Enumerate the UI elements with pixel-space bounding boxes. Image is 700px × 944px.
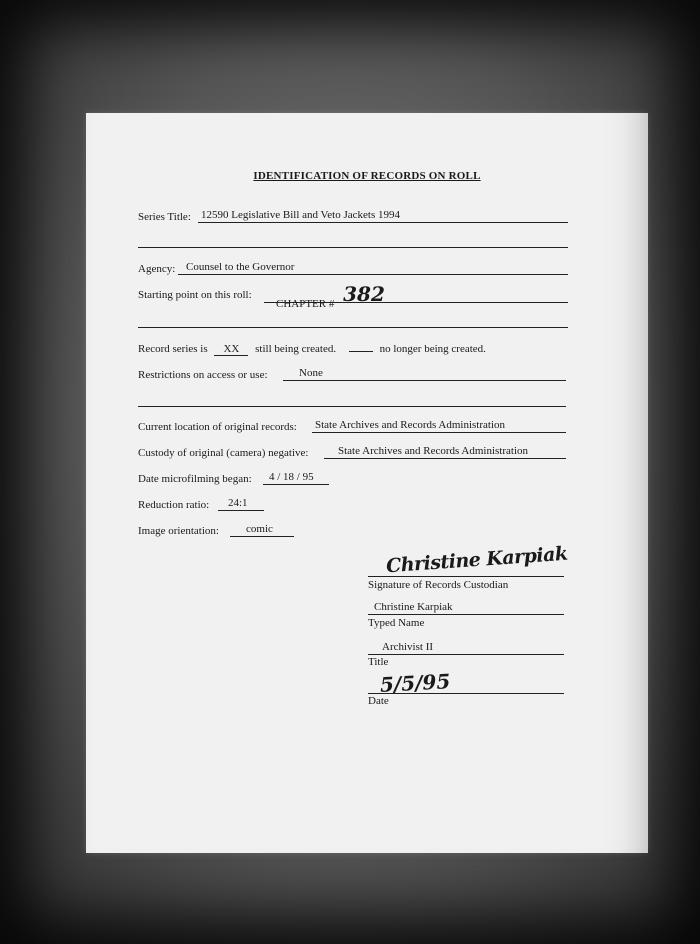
form-sheet — [86, 113, 648, 853]
custody-label: Custody of original (camera) negative: — [138, 447, 309, 459]
form-heading: IDENTIFICATION OF RECORDS ON ROLL — [253, 170, 481, 182]
restrictions-extra-line — [138, 406, 566, 407]
orientation-value: comic — [230, 523, 294, 537]
signature-handwritten: Christine Karpiak — [385, 542, 569, 578]
record-series-prefix: Record series is — [138, 343, 208, 355]
record-series-row — [138, 343, 486, 356]
record-series-still-text: still being created. — [255, 343, 337, 355]
title-caption: Title — [368, 656, 389, 668]
restrictions-value: None — [283, 367, 566, 381]
reduction-label: Reduction ratio: — [138, 499, 210, 511]
starting-point-label: Starting point on this roll: — [138, 289, 252, 301]
typed-name-caption: Typed Name — [368, 617, 425, 629]
custody-value: State Archives and Records Administration — [324, 445, 566, 459]
current-location-label: Current location of original records: — [138, 421, 297, 433]
current-location-value: State Archives and Records Administration — [312, 419, 566, 433]
reduction-value: 24:1 — [218, 497, 264, 511]
series-title-value: 12590 Legislative Bill and Veto Jackets 1994 — [198, 209, 568, 223]
starting-point-value: CHAPTER # — [276, 298, 335, 310]
agency-label: Agency: — [138, 263, 176, 275]
typed-name-value: Christine Karpiak — [368, 601, 564, 615]
record-series-no-longer-blank — [349, 351, 373, 352]
signature-caption: Signature of Records Custodian — [368, 579, 509, 591]
restrictions-label: Restrictions on access or use: — [138, 369, 268, 381]
date-began-label: Date microfilming began: — [138, 473, 252, 485]
starting-point-handwritten: 382 — [343, 282, 385, 306]
record-series-no-longer-text: no longer being created. — [379, 343, 486, 355]
series-title-label: Series Title: — [138, 211, 191, 223]
starting-point-extra-line — [138, 327, 568, 328]
series-title-extra-line — [138, 247, 568, 248]
title-value: Archivist II — [368, 641, 564, 655]
orientation-label: Image orientation: — [138, 525, 219, 537]
starting-point-field — [264, 281, 568, 310]
record-series-still-mark: XX — [214, 343, 248, 356]
date-caption: Date — [368, 695, 389, 707]
date-began-value: 4 / 18 / 95 — [263, 471, 329, 485]
date-handwritten: 5/5/95 — [379, 669, 451, 697]
agency-value: Counsel to the Governor — [178, 261, 568, 275]
